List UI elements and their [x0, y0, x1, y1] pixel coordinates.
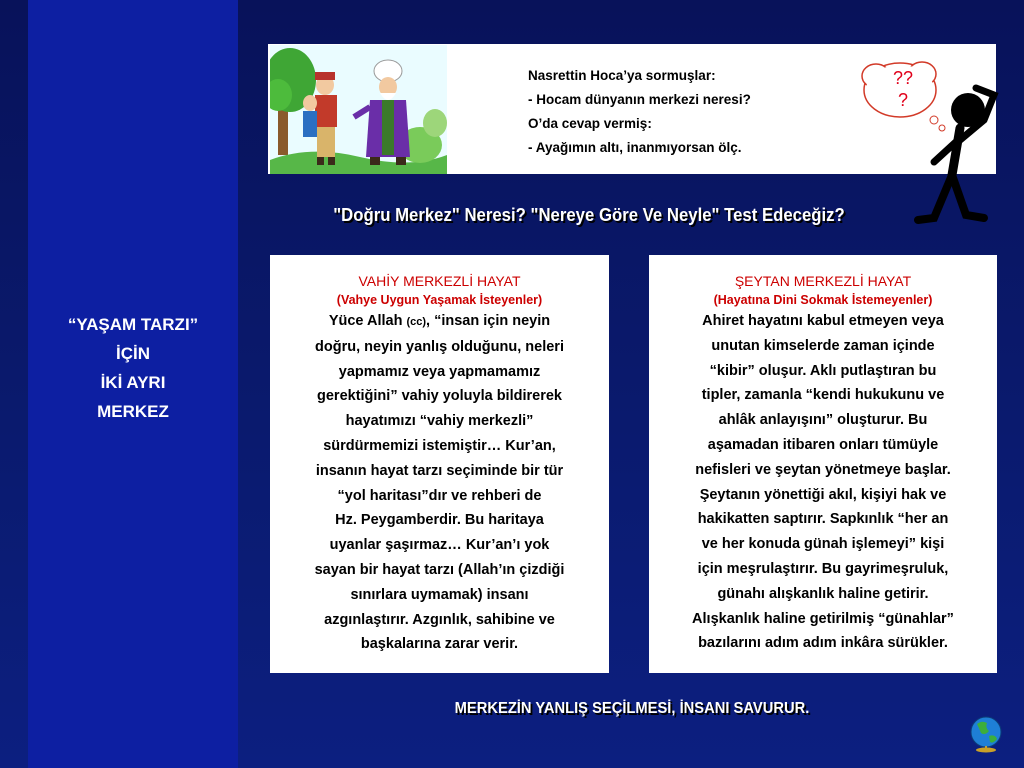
anecdote-text: [528, 64, 828, 160]
box-body-line: [278, 309, 601, 335]
box-body-line: sayan bir hayat tarzı (Allah’ın çizdiği: [314, 561, 565, 578]
box-heading: VAHİY MERKEZLİ HAYAT: [358, 273, 521, 289]
anecdote-line: - Hocam dünyanın merkezi neresi?: [528, 92, 751, 107]
box-body-line: sürdürmemizi istemiştir… Kur’an,: [323, 437, 556, 454]
box-body: [278, 309, 601, 657]
thought-bubble-text: [868, 67, 938, 111]
nasreddin-hodja-cartoon: [270, 45, 447, 174]
box-body-line: azgınlaştırır. Azgınlık, sahibine ve: [324, 611, 555, 628]
sidebar-title: [28, 310, 238, 426]
box-body-line: uyanlar şaşırmaz… Kur’an’ı yok: [329, 537, 550, 554]
box-body-line: günahı alışkanlık haline getirir.: [717, 585, 929, 602]
sidebar-title-line: “YAŞAM TARZI”: [67, 315, 199, 334]
box-body-line: gerektiğini” vahiy yoluyla bildirerek: [317, 388, 562, 405]
box-body-line: “yol haritası”dır ve rehberi de: [337, 487, 542, 504]
box-body-line: sınırlara uymamak) insanı: [350, 586, 529, 603]
box-body-fragment: , “insan için neyin: [426, 313, 551, 329]
box-body: [657, 309, 989, 656]
box-body-line: bazılarını adım adım inkâra sürükler.: [698, 635, 948, 652]
sidebar-title-line: İÇİN: [116, 344, 150, 363]
box-body-line: Alışkanlık haline getirilmiş “günahlar”: [692, 610, 954, 627]
box-body-line: başkalarına zarar verir.: [360, 636, 519, 653]
sidebar-title-line: MERKEZ: [97, 402, 169, 421]
sidebar-title-line: İKİ AYRI: [100, 373, 166, 392]
globe-icon[interactable]: [969, 714, 1003, 754]
anecdote-line: Nasrettin Hoca’ya sormuşlar:: [528, 68, 716, 83]
box-body-line: doğru, neyin yanlış olduğunu, neleri: [315, 338, 564, 355]
box-subheading: (Hayatına Dini Sokmak İstemeyenler): [713, 293, 933, 307]
box-heading: ŞEYTAN MERKEZLİ HAYAT: [734, 273, 912, 289]
box-body-line: aşamadan itibaren onları tümüyle: [707, 436, 939, 453]
box-body-line: Şeytanın yönettiği akıl, kişiyi hak ve: [699, 486, 947, 503]
anecdote-line: O’da cevap vermiş:: [528, 116, 652, 131]
thought-bubble-line: ?: [897, 90, 908, 110]
box-body-line: “kibir” oluşur. Aklı putlaştıran bu: [709, 362, 937, 379]
box-body-line: Ahiret hayatını kabul etmeyen veya: [702, 313, 944, 329]
box-body-cc: (cc): [406, 316, 427, 328]
box-body-line: için meşrulaştırır. Bu gayrimeşruluk,: [697, 560, 949, 577]
box-body-line: tipler, zamanla “kendi hukukunu ve: [701, 387, 945, 404]
thought-bubble-line: ??: [892, 68, 914, 88]
box-body-line: nefisleri ve şeytan yönetmeye başlar.: [695, 461, 951, 478]
box-body-line: ve her konuda günah işlemeyi” kişi: [701, 536, 945, 553]
box-body-line: hakikatten saptırır. Sapkınlık “her an: [697, 511, 949, 528]
box-body-fragment: Yüce Allah: [328, 313, 407, 329]
box-body-line: Hz. Peygamberdir. Bu haritaya: [335, 512, 544, 529]
satan-centered-box: [649, 255, 997, 673]
question-title: "Doğru Merkez" Neresi? "Nereye Göre Ve Neyle" Test Edeceğiz?: [333, 205, 845, 225]
footer-statement: MERKEZİN YANLIŞ SEÇİLMESİ, İNSANI SAVURUR.: [454, 700, 810, 717]
box-body-line: unutan kimselerde zaman içinde: [711, 337, 935, 354]
cartoon-illustration: [270, 45, 447, 174]
box-body-line: yapmamız veya yapmamamız: [338, 363, 541, 380]
anecdote-line: - Ayağımın altı, inanmıyorsan ölç.: [528, 140, 742, 155]
box-body-line: hayatımızı “vahiy merkezli”: [345, 413, 534, 430]
box-subheading: (Vahye Uygun Yaşamak İsteyenler): [336, 293, 543, 307]
box-body-line: ahlâk anlayışını” oluşturur. Bu: [718, 412, 928, 429]
box-body-line: insanın hayat tarzı seçiminde bir tür: [315, 462, 564, 479]
revelation-centered-box: [270, 255, 609, 673]
